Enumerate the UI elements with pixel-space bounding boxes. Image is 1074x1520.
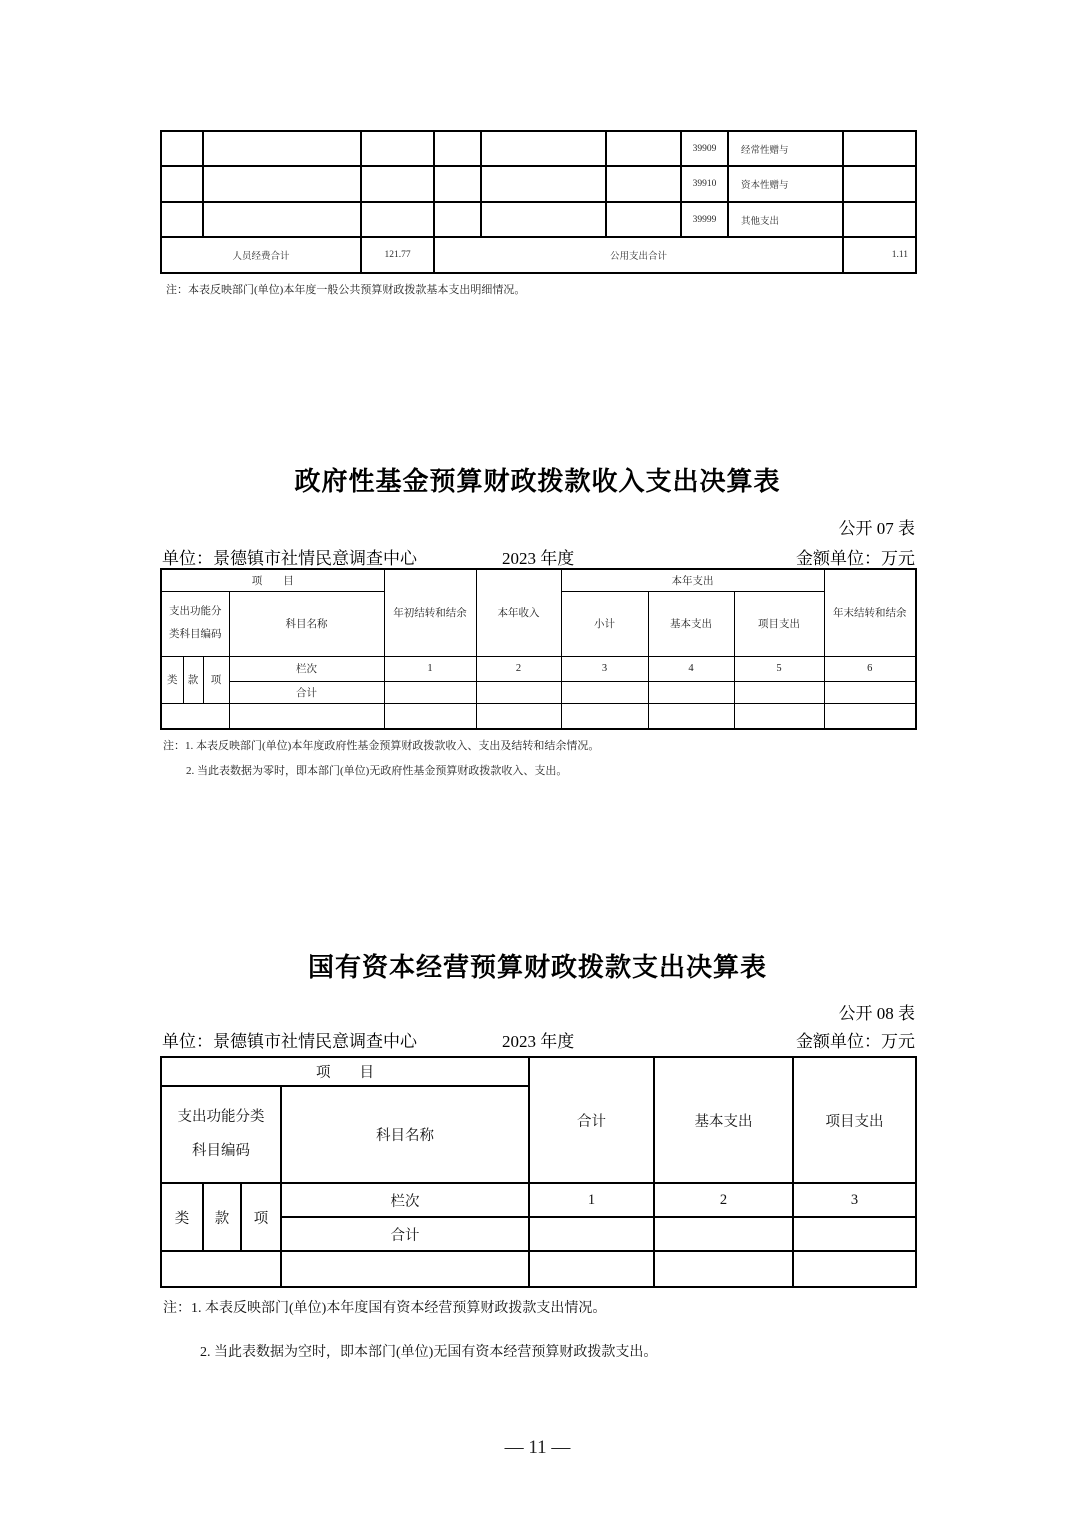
empty-cell (843, 131, 916, 166)
header-subject-name: 科目名称 (229, 591, 384, 656)
header-current-expense: 本年支出 (561, 569, 824, 591)
header-project: 项 目 (161, 1057, 529, 1086)
total-row (161, 681, 916, 703)
header-func-code (161, 1086, 281, 1183)
empty-cell (203, 131, 361, 166)
empty-cell (384, 681, 476, 703)
basic-expenditure-detail-table (160, 130, 917, 274)
economic-code-cell: 39909 (681, 131, 728, 166)
column-number: 6 (824, 656, 916, 681)
column-number: 4 (648, 656, 734, 681)
table-meta-line (160, 544, 915, 566)
empty-cell (476, 703, 561, 729)
empty-cell (361, 131, 434, 166)
empty-cell (843, 166, 916, 202)
empty-cell (529, 1217, 654, 1251)
empty-cell (654, 1217, 793, 1251)
state-capital-budget-table (160, 1056, 917, 1288)
summary-row (161, 237, 916, 273)
economic-code-cell: 39999 (681, 202, 728, 237)
gov-fund-table-title: 政府性基金预算财政拨款收入支出决算表 (294, 466, 781, 496)
header-project: 项 目 (161, 569, 384, 591)
empty-cell (161, 703, 229, 729)
basic-expenditure-table-note: 注：本表反映部门(单位)本年度一般公共预算财政拨款基本支出明细情况。 (166, 284, 526, 296)
public-total-label-cell: 公用支出合计 (434, 237, 843, 273)
table-row (161, 202, 916, 237)
empty-cell (561, 703, 648, 729)
economic-subject-cell: 经常性赠与 (728, 131, 843, 166)
fiscal-year-label: 2023 年度 (502, 1032, 575, 1051)
row-label-total: 合计 (229, 681, 384, 703)
unit-name-label: 单位：景德镇市社情民意调查中心 (162, 1032, 417, 1051)
row-label-columns: 栏次 (229, 656, 384, 681)
column-number: 1 (529, 1183, 654, 1217)
gov-fund-budget-table (160, 568, 917, 730)
header-func-code-line2: 类科目编码 (169, 628, 222, 640)
empty-cell (161, 202, 203, 237)
row-label-total: 合计 (281, 1217, 529, 1251)
sheet-number-label: 公开 07 表 (838, 519, 915, 538)
table-row (161, 131, 916, 166)
fiscal-year-label: 2023 年度 (502, 549, 575, 568)
header-project-expense: 项目支出 (734, 591, 824, 656)
empty-cell (824, 703, 916, 729)
empty-cell (824, 681, 916, 703)
header-total: 合计 (529, 1057, 654, 1183)
empty-cell (648, 703, 734, 729)
empty-cell (648, 681, 734, 703)
header-begin-balance: 年初结转和结余 (384, 569, 476, 656)
state-capital-table-title: 国有资本经营预算财政拨款支出决算表 (307, 952, 767, 982)
empty-cell (281, 1251, 529, 1287)
column-index-row (161, 1183, 916, 1217)
empty-cell (361, 202, 434, 237)
empty-cell (161, 1251, 281, 1287)
empty-cell (203, 202, 361, 237)
header-section: 款 (183, 656, 203, 703)
empty-cell (203, 166, 361, 202)
column-number: 2 (654, 1183, 793, 1217)
empty-cell (481, 202, 606, 237)
gov-fund-table-note-1: 注：1. 本表反映部门(单位)本年度政府性基金预算财政拨款收入、支出及结转和结余情况。 (163, 740, 600, 752)
header-func-code-line1: 支出功能分 (169, 606, 222, 618)
header-func-code-line1: 支出功能分类 (177, 1109, 265, 1126)
header-end-balance: 年末结转和结余 (824, 569, 916, 656)
header-basic-expense: 基本支出 (654, 1057, 793, 1183)
empty-data-row (161, 1251, 916, 1287)
empty-cell (434, 131, 481, 166)
table-meta-line (160, 1027, 915, 1049)
empty-cell (793, 1251, 916, 1287)
empty-cell (529, 1251, 654, 1287)
page-number: — 11 — (504, 1437, 571, 1458)
empty-cell (561, 681, 648, 703)
empty-cell (481, 131, 606, 166)
empty-cell (606, 131, 681, 166)
header-row (161, 569, 916, 591)
header-func-code (161, 591, 229, 656)
row-label-columns: 栏次 (281, 1183, 529, 1217)
empty-cell (606, 202, 681, 237)
header-basic-expense: 基本支出 (648, 591, 734, 656)
public-total-value-cell: 1.11 (843, 237, 916, 273)
empty-cell (793, 1217, 916, 1251)
economic-subject-cell: 资本性赠与 (728, 166, 843, 202)
empty-cell (481, 166, 606, 202)
table-row (161, 166, 916, 202)
column-index-row (161, 656, 916, 681)
empty-cell (229, 703, 384, 729)
empty-cell (734, 703, 824, 729)
header-subject-name: 科目名称 (281, 1086, 529, 1183)
empty-cell (843, 202, 916, 237)
personnel-total-value-cell: 121.77 (361, 237, 434, 273)
header-item: 项 (203, 656, 229, 703)
unit-name-label: 单位：景德镇市社情民意调查中心 (162, 549, 417, 568)
amount-unit-label: 金额单位：万元 (796, 549, 915, 568)
empty-data-row (161, 703, 916, 729)
empty-cell (476, 681, 561, 703)
header-current-income: 本年收入 (476, 569, 561, 656)
header-func-code-line2: 科目编码 (192, 1142, 250, 1159)
header-subtotal: 小计 (561, 591, 648, 656)
column-number: 1 (384, 656, 476, 681)
state-capital-table-note-1: 注：1. 本表反映部门(单位)本年度国有资本经营预算财政拨款支出情况。 (163, 1301, 607, 1316)
header-class: 类 (161, 1183, 203, 1251)
header-row (161, 1057, 916, 1086)
empty-cell (361, 166, 434, 202)
empty-cell (654, 1251, 793, 1287)
header-class: 类 (161, 656, 183, 703)
column-number: 5 (734, 656, 824, 681)
economic-code-cell: 39910 (681, 166, 728, 202)
state-capital-table-note-2: 2. 当此表数据为空时，即本部门(单位)无国有资本经营预算财政拨款支出。 (200, 1345, 658, 1360)
header-section: 款 (203, 1183, 241, 1251)
empty-cell (384, 703, 476, 729)
amount-unit-label: 金额单位：万元 (796, 1032, 915, 1051)
gov-fund-table-note-2: 2. 当此表数据为零时，即本部门(单位)无政府性基金预算财政拨款收入、支出。 (186, 765, 568, 777)
column-number: 3 (793, 1183, 916, 1217)
sheet-number-label: 公开 08 表 (838, 1004, 915, 1023)
column-number: 3 (561, 656, 648, 681)
empty-cell (161, 131, 203, 166)
column-number: 2 (476, 656, 561, 681)
personnel-total-label-cell: 人员经费合计 (161, 237, 361, 273)
empty-cell (434, 166, 481, 202)
header-item: 项 (241, 1183, 281, 1251)
empty-cell (434, 202, 481, 237)
empty-cell (161, 166, 203, 202)
empty-cell (734, 681, 824, 703)
empty-cell (606, 166, 681, 202)
economic-subject-cell: 其他支出 (728, 202, 843, 237)
header-project-expense: 项目支出 (793, 1057, 916, 1183)
